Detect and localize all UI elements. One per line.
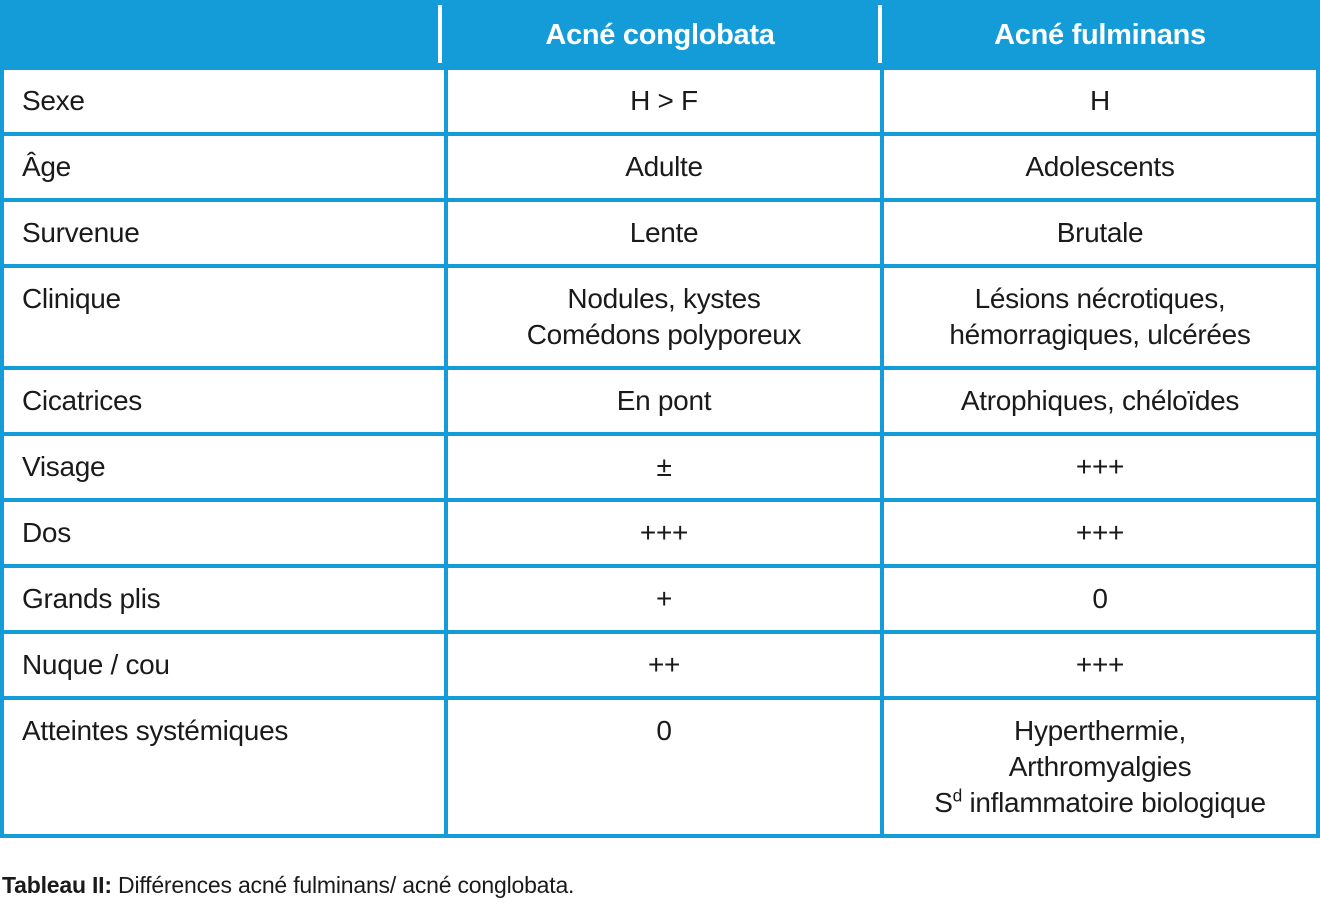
table-row-visage bbox=[4, 432, 1316, 498]
row-label: Visage bbox=[22, 451, 106, 482]
row-label: Âge bbox=[22, 151, 71, 182]
table-row-dos bbox=[4, 498, 1316, 564]
caption-label: Tableau II: bbox=[2, 872, 112, 898]
cell-conglobata: +++ bbox=[444, 502, 880, 564]
cell-fulminans: H bbox=[880, 70, 1316, 132]
header-cell-empty bbox=[0, 0, 440, 70]
cell-conglobata: Nodules, kystes Comédons polyporeux bbox=[444, 268, 880, 366]
cell-fulminans: +++ bbox=[880, 436, 1316, 498]
cell-conglobata: 0 bbox=[444, 700, 880, 834]
cell-fulminans: Hyperthermie, Arthromyalgies $S^d$ inflammatoire biologique bbox=[880, 700, 1316, 834]
table-body bbox=[0, 70, 1320, 838]
row-label: Sexe bbox=[22, 85, 85, 116]
cell-fulminans: +++ bbox=[880, 502, 1316, 564]
superscript-line bbox=[894, 785, 1306, 821]
sd-base: S bbox=[934, 787, 953, 818]
cell-conglobata: En pont bbox=[444, 370, 880, 432]
cell-conglobata: ± bbox=[444, 436, 880, 498]
cell-conglobata: + bbox=[444, 568, 880, 630]
row-label: Survenue bbox=[22, 217, 140, 248]
sd-rest: inflammatoire biologique bbox=[969, 787, 1266, 818]
row-label: Nuque / cou bbox=[22, 649, 170, 680]
row-label: Cicatrices bbox=[22, 385, 142, 416]
cell-fulminans: +++ bbox=[880, 634, 1316, 696]
cell-conglobata: H > F bbox=[444, 70, 880, 132]
table-row-sexe bbox=[4, 70, 1316, 132]
cell-fulminans: Atrophiques, chéloïdes bbox=[880, 370, 1316, 432]
caption-text: Différences acné fulminans/ acné conglobata. bbox=[118, 872, 575, 898]
table-row-cicatrices bbox=[4, 366, 1316, 432]
table-row-atteintes-systemiques bbox=[4, 696, 1316, 834]
header-conglobata-label: Acné conglobata bbox=[545, 18, 775, 51]
table-header-row bbox=[0, 0, 1320, 70]
row-label: Grands plis bbox=[22, 583, 161, 614]
table-caption bbox=[2, 872, 1320, 899]
sd-superscript: d bbox=[952, 785, 962, 806]
header-cell-fulminans bbox=[880, 0, 1320, 70]
table-row-survenue bbox=[4, 198, 1316, 264]
row-label: Dos bbox=[22, 517, 71, 548]
table-row-age bbox=[4, 132, 1316, 198]
table-row-grands-plis bbox=[4, 564, 1316, 630]
header-fulminans-label: Acné fulminans bbox=[994, 18, 1206, 51]
table-row-nuque-cou bbox=[4, 630, 1316, 696]
cell-fulminans: Lésions nécrotiques, hémorragiques, ulcérées bbox=[880, 268, 1316, 366]
cell-conglobata: ++ bbox=[444, 634, 880, 696]
cell-fulminans: Adolescents bbox=[880, 136, 1316, 198]
row-label: Atteintes systémiques bbox=[22, 715, 289, 746]
cell-conglobata: Adulte bbox=[444, 136, 880, 198]
row-label: Clinique bbox=[22, 283, 121, 314]
table-row-clinique bbox=[4, 264, 1316, 366]
header-cell-conglobata bbox=[440, 0, 880, 70]
cell-fulminans: 0 bbox=[880, 568, 1316, 630]
cell-conglobata: Lente bbox=[444, 202, 880, 264]
cell-fulminans: Brutale bbox=[880, 202, 1316, 264]
